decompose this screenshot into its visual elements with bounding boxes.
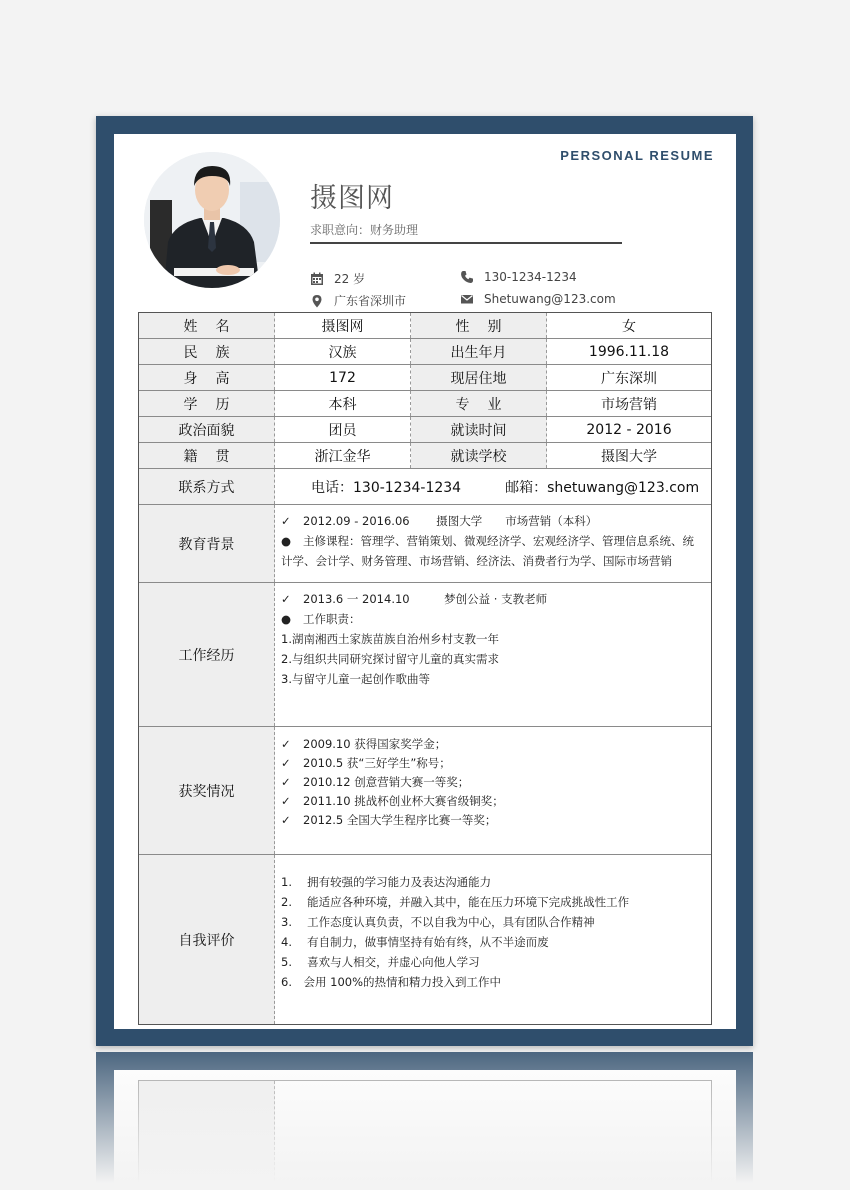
self-eval-label: 自我评价: [139, 855, 275, 1024]
education-content: [275, 505, 711, 582]
work-duty-title: 工作职责：: [303, 612, 361, 626]
self-eval-content: [275, 855, 711, 1024]
check-icon: ✓: [281, 756, 291, 770]
value-cell: 2012 - 2016: [586, 421, 672, 438]
check-icon: ✓: [281, 813, 291, 827]
self-eval-item: 3. 工作态度认真负责，不以自我为中心，具有团队合作精神: [281, 915, 595, 929]
label-cell: 性别: [411, 313, 547, 338]
work-content: [275, 583, 711, 726]
person-photo-icon: [144, 152, 280, 288]
label-cell: 学历: [139, 391, 275, 416]
work-duty-item: 3.与留守儿童一起创作歌曲等: [281, 672, 430, 686]
label-cell: 籍贯: [139, 443, 275, 468]
awards-label: 获奖情况: [139, 727, 275, 854]
value-cell: 汉族: [275, 339, 411, 364]
page-reflection: [96, 1052, 753, 1190]
award-item: 2010.12 创意营销大赛一等奖；: [303, 775, 470, 789]
education-period: 2012.09 - 2016.06 摄图大学 市场营销（本科）: [303, 514, 598, 528]
work-period: 2013.6 一 2014.10 梦创公益 · 支教老师: [303, 592, 548, 606]
education-courses-cont: 计学、会计学、财务管理、市场营销、经济法、消费者行为学、国际市场营销: [281, 554, 672, 568]
award-item: 2010.5 获“三好学生”称号；: [303, 756, 451, 770]
table-row: [139, 313, 711, 339]
reflection-fade: [96, 1052, 753, 1190]
label-cell: 身高: [139, 365, 275, 390]
self-eval-item: 2. 能适应各种环境，并融入其中，能在压力环境下完成挑战性工作: [281, 895, 630, 909]
awards-row: [139, 727, 711, 855]
education-label: 教育背景: [139, 505, 275, 582]
value-cell: 市场营销: [601, 396, 657, 413]
education-row: [139, 505, 711, 583]
bullet-icon: ●: [281, 612, 292, 626]
self-eval-item: 1. 拥有较强的学习能力及表达沟通能力: [281, 875, 492, 889]
phone-info: [460, 270, 577, 284]
label-cell: 民族: [139, 339, 275, 364]
age-text: 22 岁: [334, 272, 366, 286]
phone-text: 130-1234-1234: [484, 270, 577, 284]
work-duty-item: 1.湖南湘西土家族苗族自治州乡村支教一年: [281, 632, 499, 646]
label-cell: 政治面貌: [139, 417, 275, 442]
awards-content: [275, 727, 711, 854]
resume-frame: [96, 116, 753, 1046]
job-intent: 求职意向：财务助理: [310, 223, 419, 237]
value-cell: 摄图网: [275, 313, 411, 338]
label-cell: 姓名: [139, 313, 275, 338]
self-eval-row: [139, 855, 711, 1024]
check-icon: ✓: [281, 592, 291, 606]
phone-icon: [460, 270, 474, 284]
bullet-icon: ●: [281, 534, 292, 548]
check-icon: ✓: [281, 775, 291, 789]
table-row: [139, 365, 711, 391]
table-row: [139, 443, 711, 469]
candidate-name: 摄图网: [310, 183, 394, 214]
email-info: [460, 292, 616, 306]
self-eval-item: 5. 喜欢与人相交，并虚心向他人学习: [281, 955, 480, 969]
check-icon: ✓: [281, 794, 291, 808]
contact-phone: 电话：130-1234-1234: [311, 479, 462, 496]
location-pin-icon: [310, 294, 324, 308]
label-cell: 专业: [411, 391, 547, 416]
check-icon: ✓: [281, 514, 291, 528]
calendar-icon: [310, 272, 324, 286]
location-info: [310, 292, 406, 309]
table-row: [139, 339, 711, 365]
award-item: 2009.10 获得国家奖学金；: [303, 737, 447, 751]
brand-title: PERSONAL RESUME: [560, 148, 714, 163]
avatar: [144, 152, 280, 288]
email-text: Shetuwang@123.com: [484, 292, 616, 306]
label-cell: 现居住地: [411, 365, 547, 390]
contact-label: 联系方式: [139, 469, 275, 504]
education-courses: 主修课程：管理学、营销策划、微观经济学、宏观经济学、管理信息系统、统: [303, 534, 694, 548]
work-duty-item: 2.与组织共同研究探讨留守儿童的真实需求: [281, 652, 499, 666]
label-cell: 就读学校: [411, 443, 547, 468]
label-cell: 出生年月: [411, 339, 547, 364]
contact-value: [275, 469, 711, 504]
contact-email: 邮箱：shetuwang@123.com: [505, 479, 700, 496]
value-cell: 团员: [275, 417, 411, 442]
self-eval-item: 6. 会用 100%的热情和精力投入到工作中: [281, 975, 502, 989]
award-item: 2011.10 挑战杯创业杯大赛省级铜奖；: [303, 794, 504, 808]
check-icon: ✓: [281, 737, 291, 751]
self-eval-item: 4. 有自制力，做事情坚持有始有终，从不半途而废: [281, 935, 549, 949]
value-cell: 广东深圳: [601, 370, 657, 387]
table-row: [139, 417, 711, 443]
resume-table: [138, 312, 712, 1025]
age-info: [310, 270, 365, 287]
value-cell: 女: [622, 318, 636, 335]
table-row: [139, 391, 711, 417]
location-text: 广东省深圳市: [334, 294, 407, 308]
value-cell: 172: [275, 365, 411, 390]
value-cell: 摄图大学: [601, 448, 657, 465]
work-label: 工作经历: [139, 583, 275, 726]
contact-row: [139, 469, 711, 505]
value-cell: 浙江金华: [275, 443, 411, 468]
divider: [310, 242, 622, 244]
award-item: 2012.5 全国大学生程序比赛一等奖；: [303, 813, 497, 827]
label-cell: 就读时间: [411, 417, 547, 442]
value-cell: 本科: [275, 391, 411, 416]
mail-icon: [460, 292, 474, 306]
value-cell: 1996.11.18: [588, 343, 670, 360]
work-row: [139, 583, 711, 727]
resume-page: [114, 134, 736, 1029]
